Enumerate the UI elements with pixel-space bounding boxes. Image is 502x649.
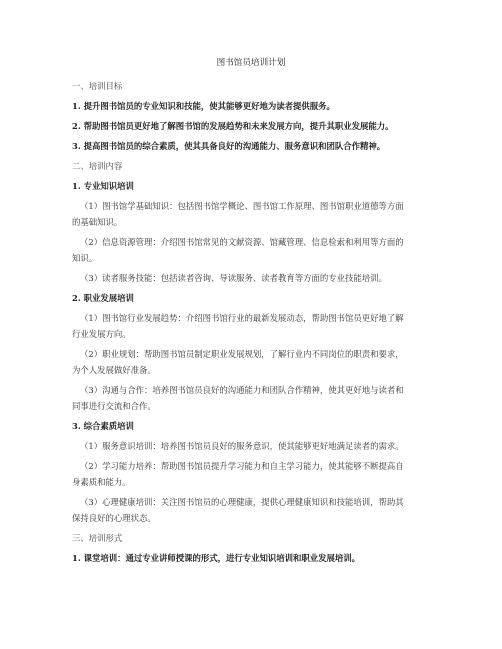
content-item-3-2: （2）学习能力培养：帮助图书馆员提升学习能力和自主学习能力，使其能够不断提高自 <box>80 461 404 471</box>
content-item-2-1: （1）图书馆行业发展趋势：介绍图书馆行业的最新发展动态，帮助图书馆员更好地了解 <box>80 313 404 323</box>
content-item-1-2-cont: 知识。 <box>72 253 98 263</box>
content-item-1-1: （1）图书馆学基础知识：包括图书馆学概论、图书馆工作原理、图书馆职业道德等方面 <box>80 201 404 211</box>
content-item-2-1-cont: 行业发展方向。 <box>72 329 131 339</box>
content-item-1-1-cont: 的基础知识。 <box>72 217 123 227</box>
content-item-2-2-cont: 为个人发展做好准备。 <box>72 365 156 375</box>
content-item-3-2-cont: 身素质和能力。 <box>72 477 131 487</box>
content-item-1-2: （2）信息资源管理：介绍图书馆常见的文献资源、馆藏管理、信息检索和利用等方面的 <box>80 237 404 247</box>
objective-item-3: 3. 提高图书馆员的综合素质，使其具备良好的沟通能力、服务意识和团队合作精神。 <box>72 141 386 151</box>
document-title: 图书馆员培训计划 <box>216 58 286 68</box>
content-item-3-3: （3）心理健康培训：关注图书馆员的心理健康，提供心理健康知识和技能培训，帮助其 <box>80 497 404 507</box>
content-item-2-2: （2）职业规划：帮助图书馆员制定职业发展规划，了解行业内不同岗位的职责和要求， <box>80 349 404 359</box>
section-heading-content: 二、培训内容 <box>72 161 123 171</box>
content-subheading-3: 3. 综合素质培训 <box>72 421 134 431</box>
format-item-1: 1. 课堂培训：通过专业讲师授课的形式，进行专业知识培训和职业发展培训。 <box>72 553 361 563</box>
content-item-3-3-cont: 保持良好的心理状态。 <box>72 513 156 523</box>
objective-item-2: 2. 帮助图书馆员更好地了解图书馆的发展趋势和未来发展方向，提升其职业发展能力。 <box>72 121 394 131</box>
objective-item-1: 1. 提升图书馆员的专业知识和技能，使其能够更好地为读者提供服务。 <box>72 101 335 111</box>
content-item-2-3: （3）沟通与合作：培养图书馆员良好的沟通能力和团队合作精神，使其更好地与读者和 <box>80 385 404 395</box>
section-heading-objectives: 一、培训目标 <box>72 81 123 91</box>
content-subheading-2: 2. 职业发展培训 <box>72 293 134 303</box>
content-subheading-1: 1. 专业知识培训 <box>72 181 134 191</box>
content-item-1-3: （3）读者服务技能：包括读者咨询、导读服务、读者教育等方面的专业技能培训。 <box>80 273 387 283</box>
content-item-3-1: （1）服务意识培训：培养图书馆员良好的服务意识，使其能够更好地满足读者的需求。 <box>80 441 404 451</box>
section-heading-format: 三、培训形式 <box>72 533 123 543</box>
content-item-2-3-cont: 同事进行交流和合作。 <box>72 401 156 411</box>
